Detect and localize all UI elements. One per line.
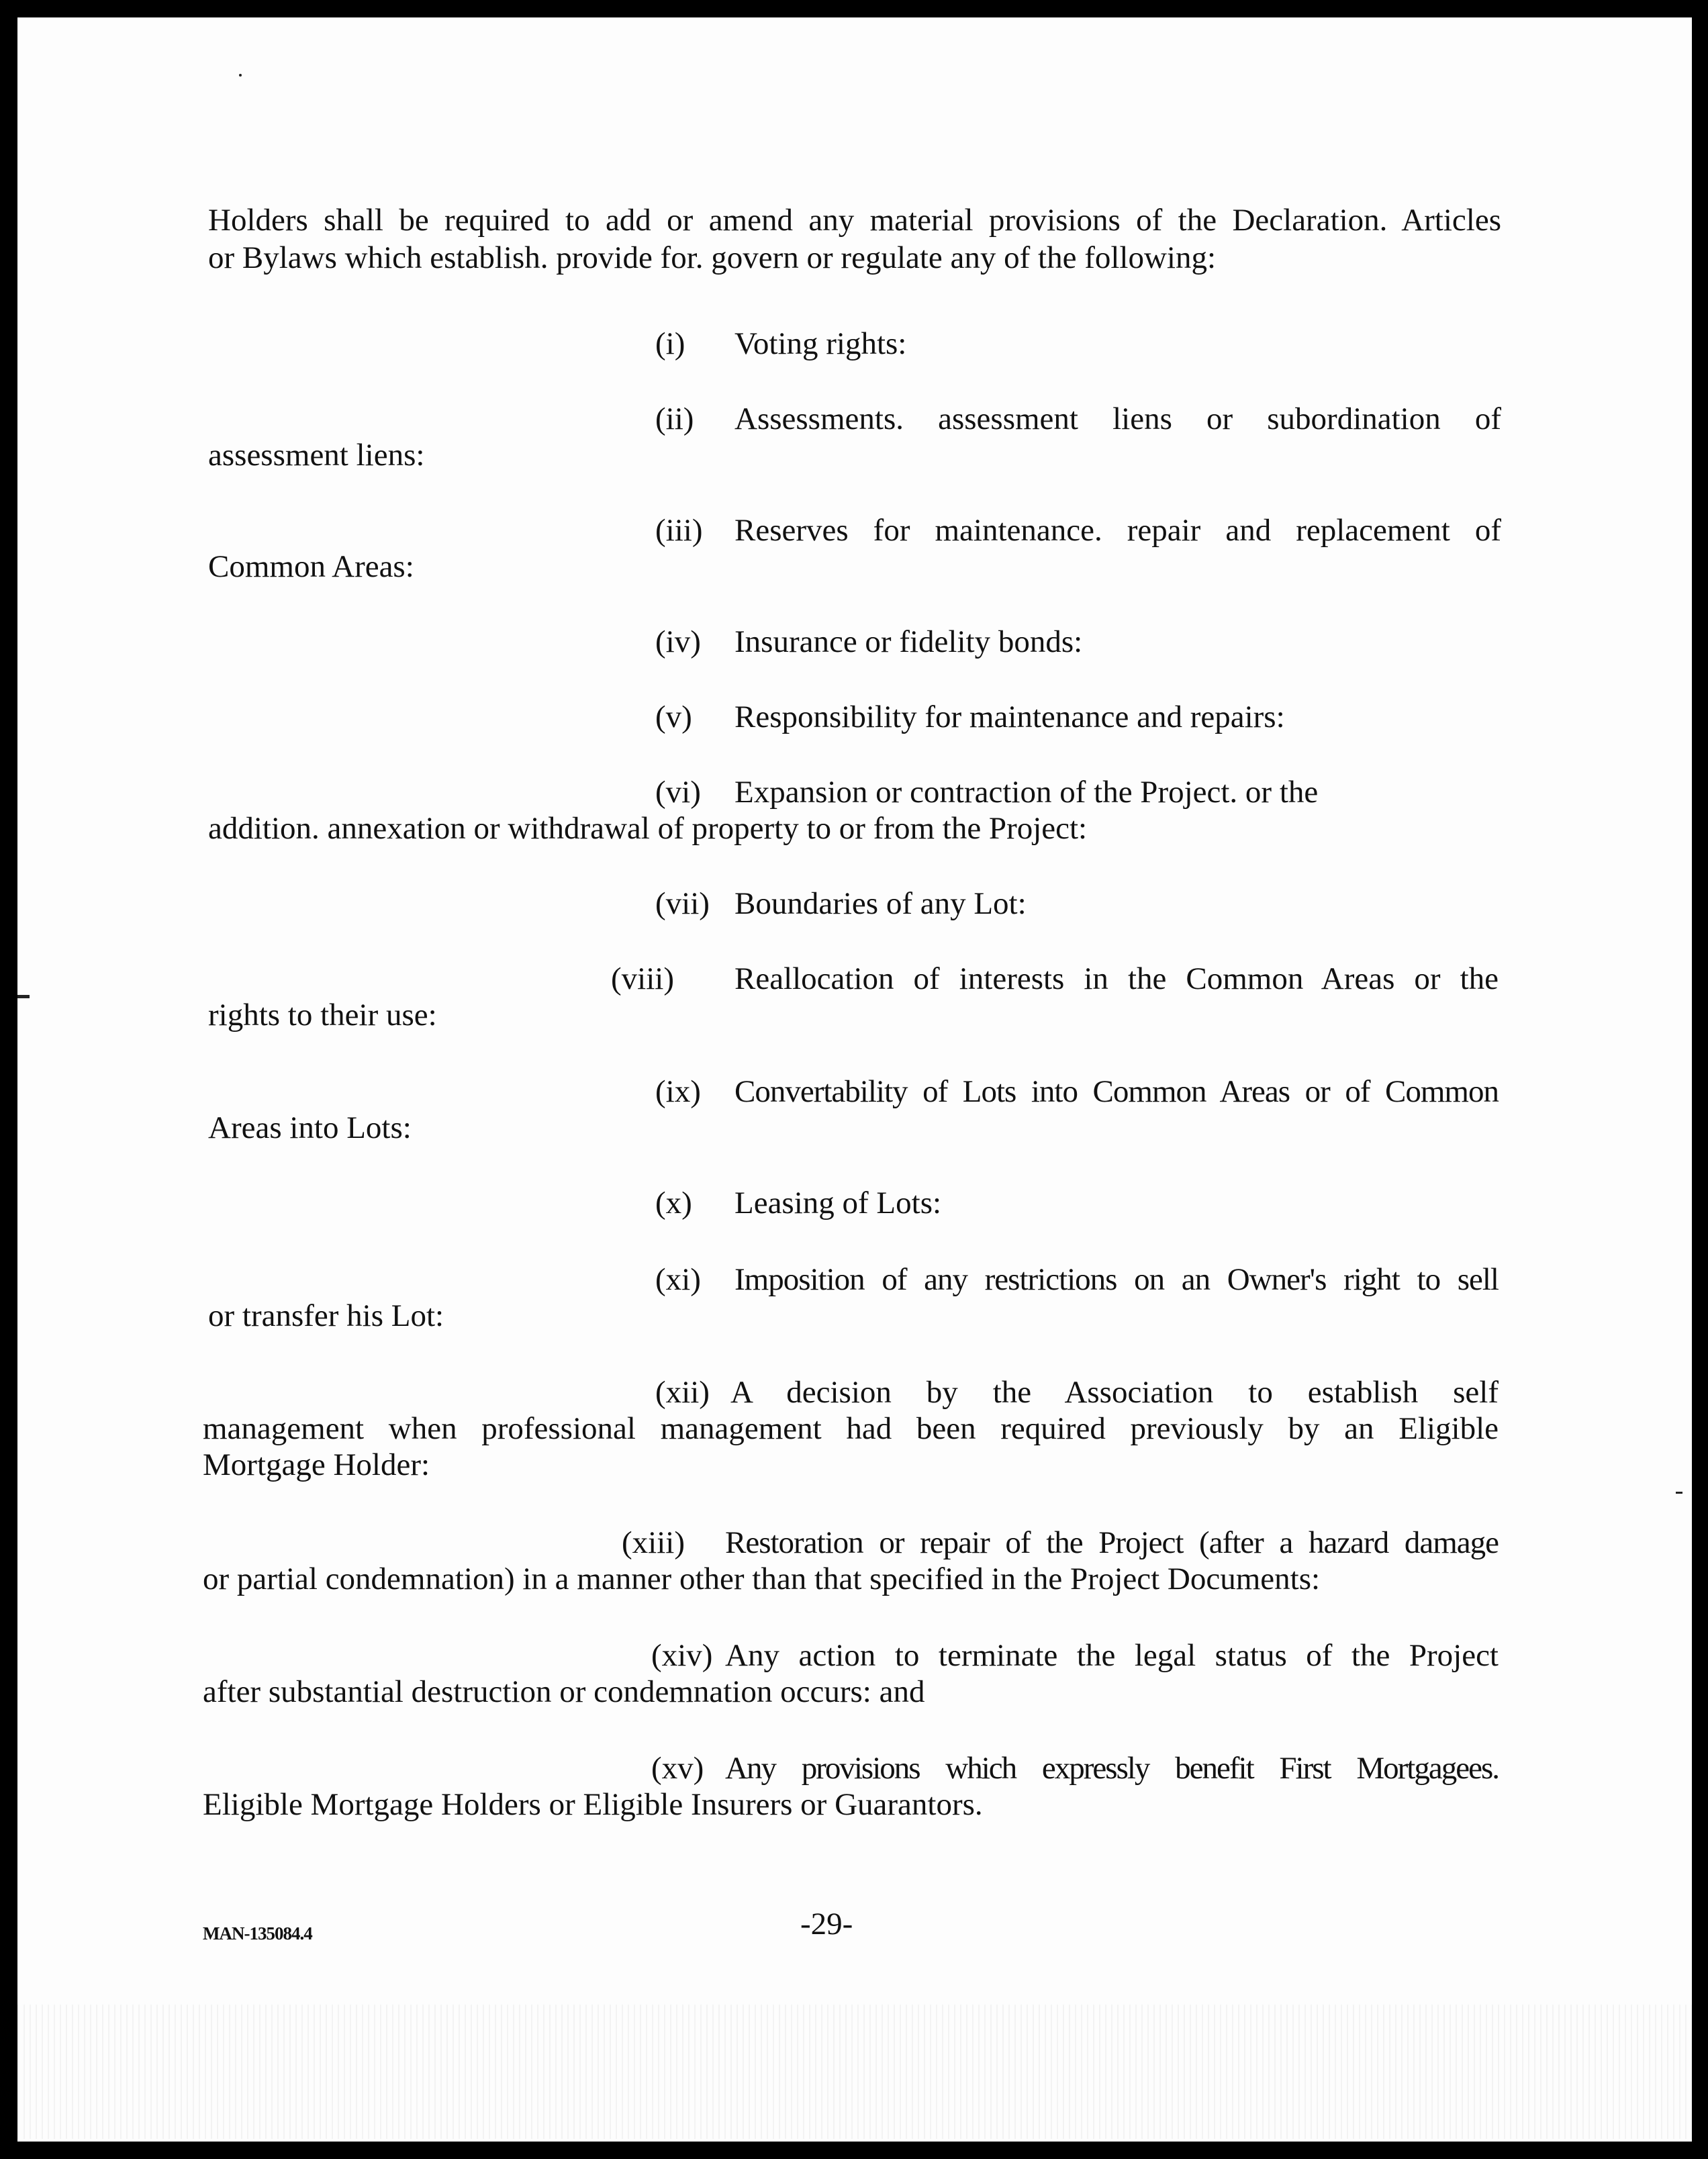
scan-speck bbox=[17, 995, 30, 998]
item-continuation: or transfer his Lot: bbox=[208, 1298, 444, 1333]
item-label: (xii) bbox=[655, 1375, 710, 1410]
item-label: (ix) bbox=[655, 1074, 701, 1109]
item-label: (iii) bbox=[655, 513, 703, 548]
scan-noise bbox=[17, 2005, 1692, 2139]
item-text: Expansion or contraction of the Project. or the bbox=[734, 775, 1319, 810]
item-text: Imposition of any restrictions on an Owner's right to sell bbox=[734, 1262, 1499, 1297]
item-text: Convertability of Lots into Common Areas or of Common bbox=[734, 1074, 1499, 1109]
item-label: (xv) bbox=[651, 1751, 704, 1786]
item-continuation: management when professional management had been required previously by an Eligible bbox=[203, 1411, 1499, 1446]
item-continuation: Areas into Lots: bbox=[208, 1110, 412, 1145]
item-text: Insurance or fidelity bonds: bbox=[734, 624, 1083, 659]
item-continuation: assessment liens: bbox=[208, 438, 425, 473]
item-label: (ii) bbox=[655, 401, 694, 436]
item-text: Responsibility for maintenance and repairs: bbox=[734, 700, 1285, 734]
document-page bbox=[17, 17, 1692, 2142]
document-id: MAN-135084.4 bbox=[203, 1923, 312, 1944]
item-label: (iv) bbox=[655, 624, 701, 659]
item-text: Reserves for maintenance. repair and replacement of bbox=[734, 513, 1501, 548]
item-label: (vi) bbox=[655, 775, 701, 810]
item-text: Any action to terminate the legal status of the Project bbox=[725, 1638, 1499, 1673]
scan-speck bbox=[1676, 1492, 1682, 1494]
item-continuation: after substantial destruction or condemnation occurs: and bbox=[203, 1674, 925, 1709]
item-label: (i) bbox=[655, 326, 685, 361]
item-label: (v) bbox=[655, 700, 692, 734]
intro-line-1: Holders shall be required to add or amend any material provisions of the Declaration. Articles bbox=[208, 203, 1501, 238]
item-continuation: Common Areas: bbox=[208, 549, 414, 584]
item-text: Reallocation of interests in the Common Areas or the bbox=[734, 961, 1499, 996]
item-label: (xiii) bbox=[622, 1525, 685, 1560]
item-text: Assessments. assessment liens or subordination of bbox=[734, 401, 1501, 436]
scan-speck bbox=[239, 74, 242, 77]
item-label: (x) bbox=[655, 1186, 692, 1220]
item-label: (vii) bbox=[655, 886, 710, 921]
item-text: A decision by the Association to establish self bbox=[730, 1375, 1499, 1410]
item-text: Leasing of Lots: bbox=[734, 1186, 942, 1220]
item-label: (viii) bbox=[611, 961, 674, 996]
item-continuation: Mortgage Holder: bbox=[203, 1447, 430, 1482]
item-continuation: or partial condemnation) in a manner other than that specified in the Project Documents: bbox=[203, 1562, 1321, 1596]
item-text: Restoration or repair of the Project (after a hazard damage bbox=[725, 1525, 1499, 1560]
item-continuation: Eligible Mortgage Holders or Eligible Insurers or Guarantors. bbox=[203, 1787, 983, 1822]
item-label: (xi) bbox=[655, 1262, 701, 1297]
item-continuation: rights to their use: bbox=[208, 998, 437, 1033]
item-continuation: addition. annexation or withdrawal of property to or from the Project: bbox=[208, 811, 1088, 846]
item-text: Any provisions which expressly benefit First Mortgagees. bbox=[725, 1751, 1499, 1786]
item-text: Voting rights: bbox=[734, 326, 907, 361]
item-text: Boundaries of any Lot: bbox=[734, 886, 1027, 921]
intro-line-2: or Bylaws which establish. provide for. govern or regulate any of the following: bbox=[208, 240, 1217, 275]
item-label: (xiv) bbox=[651, 1638, 713, 1673]
page-number: -29- bbox=[800, 1907, 853, 1941]
